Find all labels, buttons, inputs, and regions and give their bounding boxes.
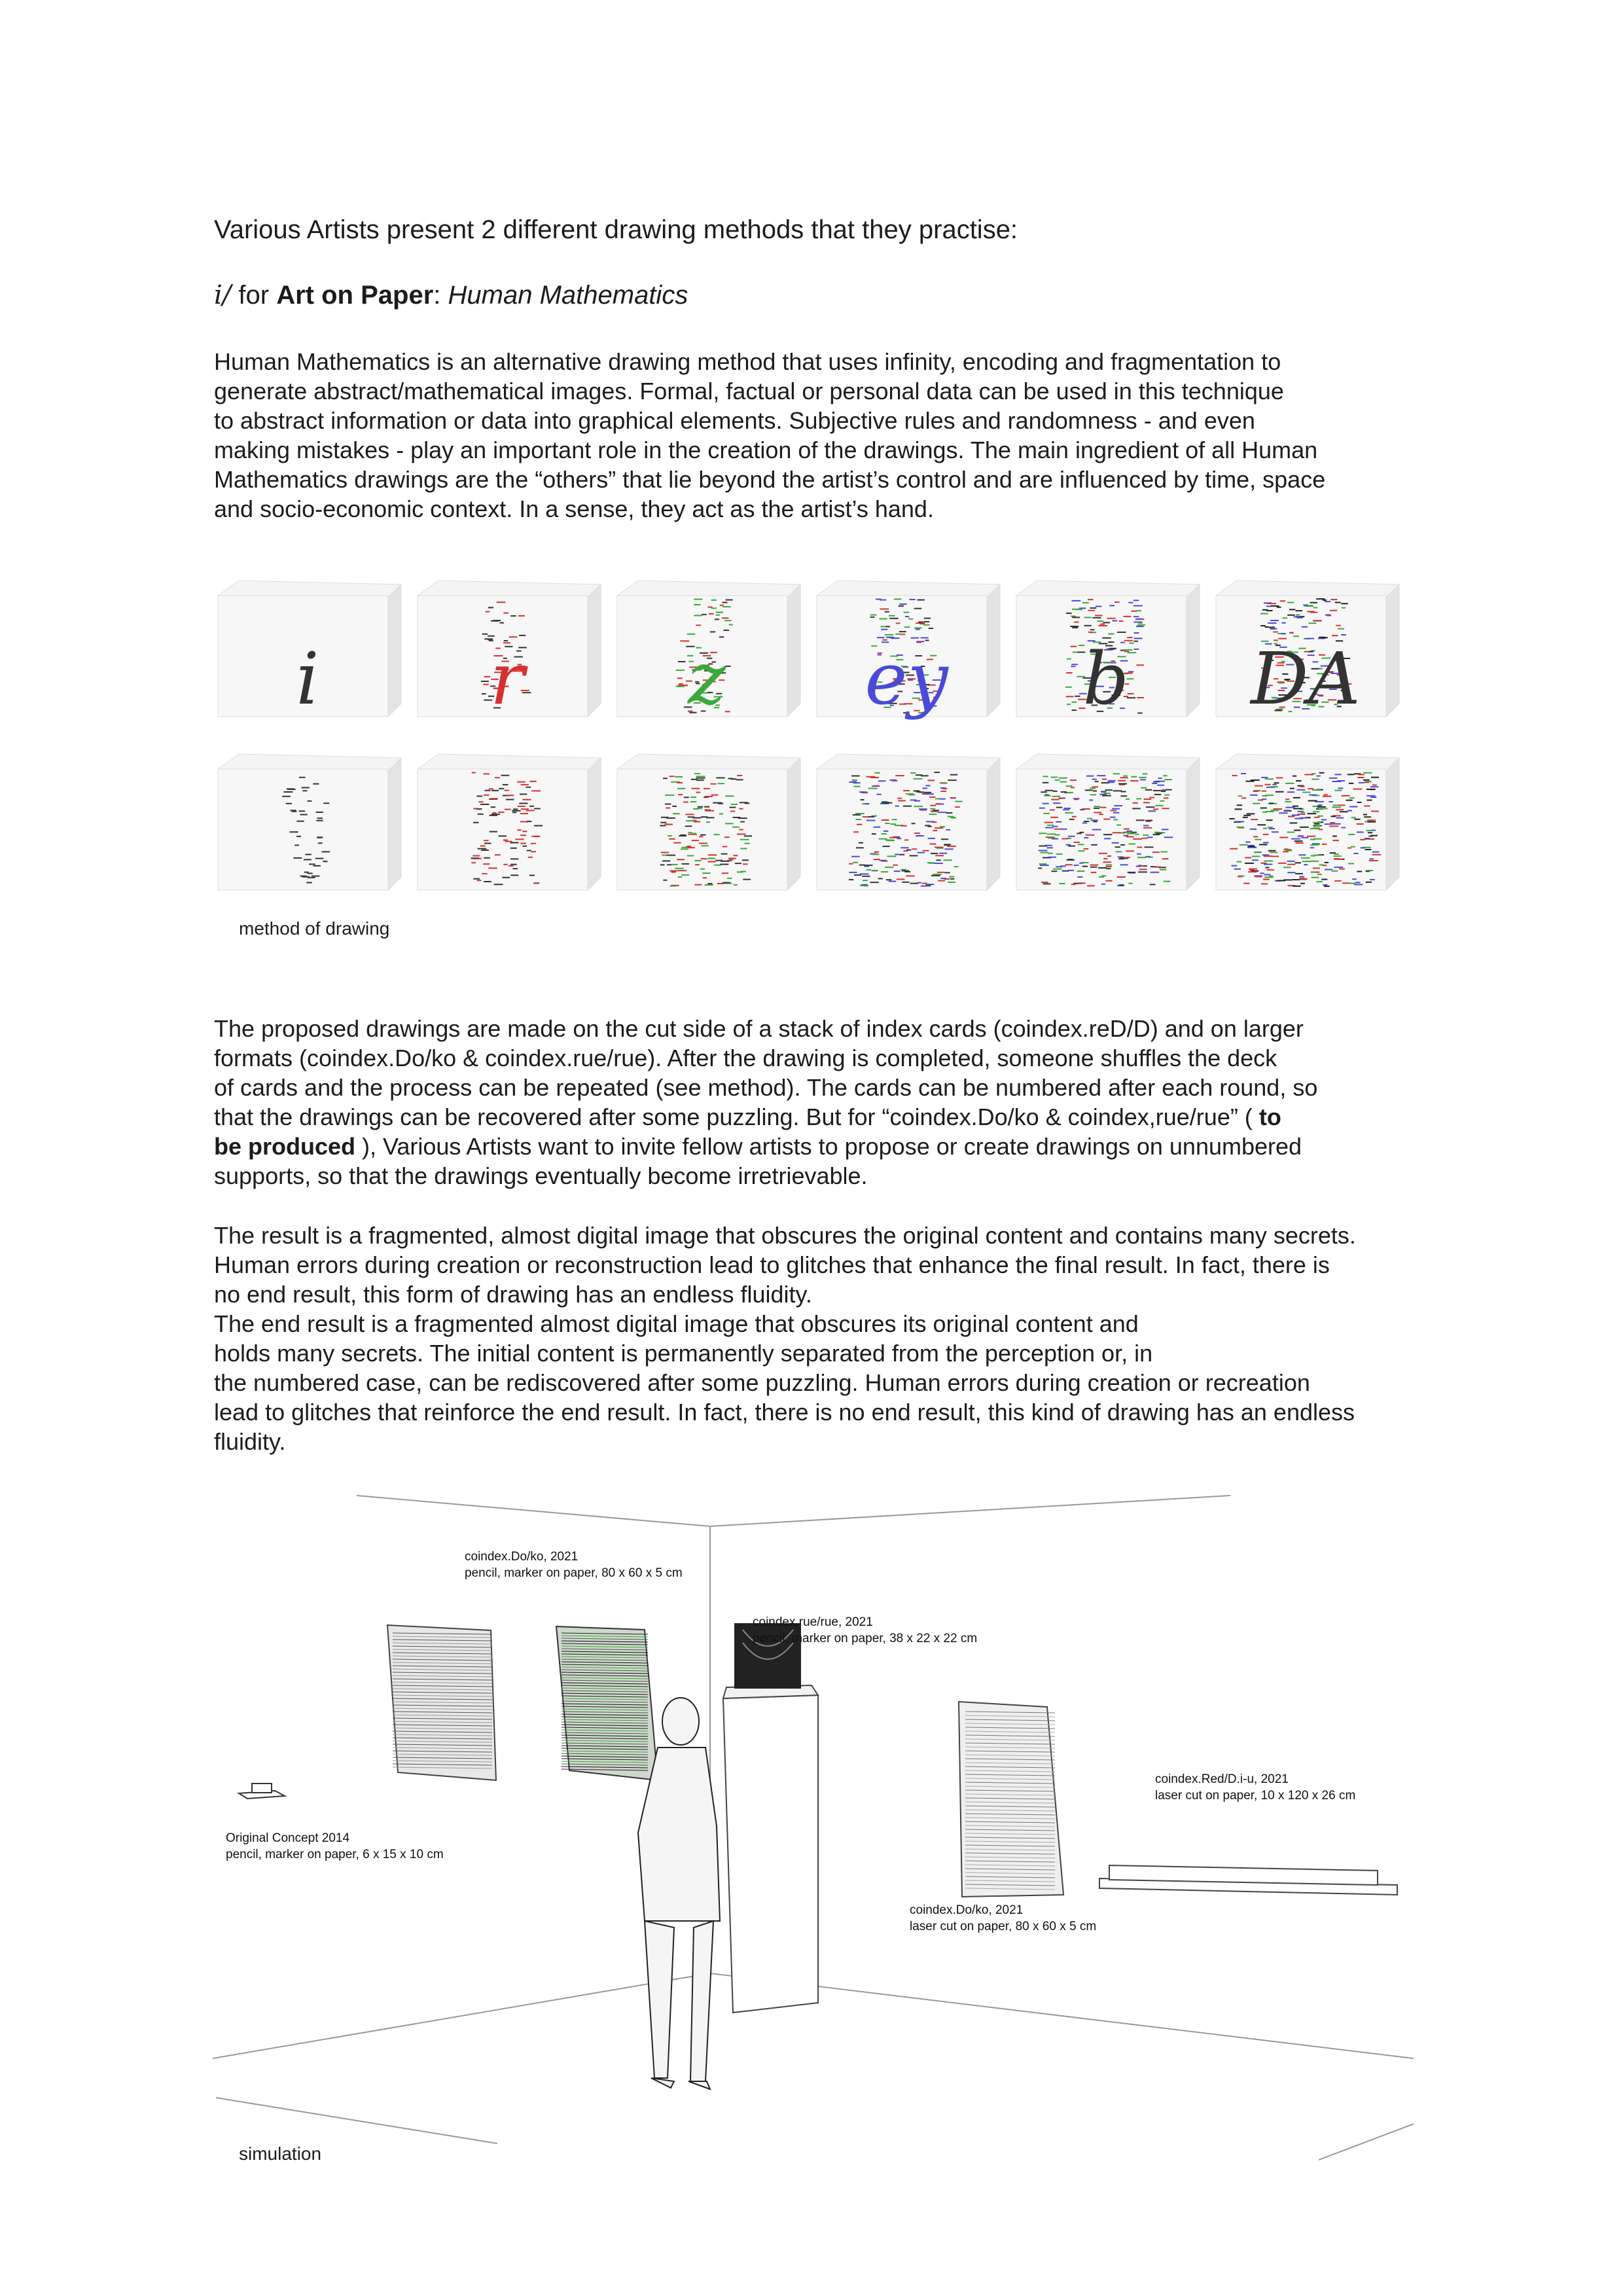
method-card bbox=[412, 579, 602, 720]
paragraph2-text-b: ), Various Artists want to invite fellow artists to propose or create drawings on unnumbered supports, so that the drawings eventually become irretrievable. bbox=[214, 1133, 1302, 1189]
card-stack-illustration bbox=[213, 753, 402, 893]
shuffled-card bbox=[1011, 753, 1201, 893]
method-card bbox=[1211, 579, 1400, 720]
shuffled-card bbox=[213, 753, 402, 893]
label-detail: laser cut on paper, 10 x 120 x 26 cm bbox=[1155, 1789, 1356, 1803]
label-title: coindex.Do/ko, 2021 bbox=[465, 1550, 579, 1564]
card-stack-illustration bbox=[812, 753, 1001, 893]
index-card-shelf bbox=[1099, 1865, 1397, 1895]
paragraph-human-mathematics: Human Mathematics is an alternative drawing method that uses infinity, encoding and fragmentation to generate abstract/mathematical images. Formal, factual or personal data can be used in this technique to abstract information or data into graphical elements. Subjective rules and randomness - and even making mistakes - play an important role in the creation of the drawings. The main ingredient of all Human Mathematics drawings are the “others” that lie beyond the artist’s control and are influenced by time, space and socio-economic context. In a sense, they act as the artist’s hand. bbox=[214, 348, 1326, 522]
label-coindex-doko-pencil bbox=[465, 1549, 683, 1581]
hanging-drawing-1 bbox=[387, 1625, 496, 1780]
label-coindex-redd bbox=[1155, 1771, 1355, 1804]
method-card bbox=[1011, 579, 1201, 720]
shuffled-card bbox=[1211, 753, 1400, 893]
label-original-concept bbox=[226, 1830, 444, 1863]
card-glyph: z bbox=[688, 637, 726, 721]
label-title: Original Concept 2014 bbox=[226, 1831, 350, 1845]
section-for-text: for bbox=[238, 281, 270, 310]
label-detail: pencil, marker on paper, 6 x 15 x 10 cm bbox=[226, 1848, 444, 1861]
card-stack-illustration bbox=[412, 753, 602, 893]
section-title: Art on Paper bbox=[276, 281, 434, 310]
paragraph2-text-a: The proposed drawings are made on the cut side of a stack of index cards (coindex.reD/D) and on larger formats (coindex.Do/ko & coindex.rue/rue). After the drawing is completed, someone shuffles the deck of cards and the process can be repeated (see method). The cards can be numbered after each round, so that the drawings can be recovered after some puzzling. But for “coindex.Do/ko & coindex,rue/rue” ( bbox=[214, 1015, 1318, 1130]
original-concept-box bbox=[239, 1784, 285, 1799]
section-colon: : bbox=[433, 281, 441, 310]
card-stack-illustration bbox=[1011, 753, 1201, 893]
simulation-caption: simulation bbox=[239, 2144, 322, 2164]
card-glyph: b bbox=[1082, 637, 1130, 721]
method-card bbox=[612, 579, 802, 720]
card-glyph: DA bbox=[1251, 637, 1361, 721]
paragraph-result: The result is a fragmented, almost digital image that obscures the original content and contains many secrets. Human errors during creation or reconstruction lead to glitches that enhance the final result. In fact, there is no end result, this form of drawing has an endless fluidity. bbox=[214, 1222, 1356, 1308]
section-heading bbox=[214, 279, 688, 312]
label-detail: pencil, marker on paper, 38 x 22 x 22 cm bbox=[753, 1632, 978, 1645]
card-glyph: i bbox=[296, 637, 319, 721]
section-subtitle: Human Mathematics bbox=[448, 281, 688, 310]
method-card bbox=[812, 579, 1001, 720]
shuffled-card bbox=[812, 753, 1001, 893]
label-detail: pencil, marker on paper, 80 x 60 x 5 cm bbox=[465, 1566, 683, 1580]
shuffled-card bbox=[412, 753, 602, 893]
label-title: coindex.rue/rue, 2021 bbox=[753, 1615, 873, 1629]
hanging-drawing-2 bbox=[556, 1626, 658, 1780]
card-stack-illustration bbox=[612, 753, 802, 893]
label-coindex-ruerue bbox=[753, 1614, 977, 1647]
shuffled-card bbox=[612, 753, 802, 893]
section-roman-numeral: i/ bbox=[214, 280, 232, 310]
method-caption: method of drawing bbox=[239, 918, 390, 939]
label-detail: laser cut on paper, 80 x 60 x 5 cm bbox=[910, 1920, 1097, 1933]
card-glyph: ey bbox=[865, 637, 948, 721]
method-card bbox=[213, 579, 402, 720]
label-coindex-doko-laser bbox=[910, 1902, 1096, 1935]
label-title: coindex.Red/D.i-u, 2021 bbox=[1155, 1772, 1289, 1786]
label-title: coindex.Do/ko, 2021 bbox=[910, 1903, 1024, 1917]
leaning-board bbox=[959, 1702, 1063, 1897]
paragraph2-bold-be-produced: be produced bbox=[214, 1133, 356, 1160]
paragraph-proposed-drawings bbox=[214, 1014, 1457, 1191]
card-glyph: r bbox=[490, 637, 525, 721]
paragraph2-bold-to: to bbox=[1258, 1103, 1281, 1130]
intro-heading: Various Artists present 2 different drawing methods that they practise: bbox=[214, 215, 1018, 244]
card-stack-illustration bbox=[1211, 753, 1400, 893]
paragraph-end-result: The end result is a fragmented almost digital image that obscures its original content and holds many secrets. The initial content is permanently separated from the perception or, in the numbered case, can be rediscovered after some puzzling. Human errors during creation or recreation lead to glitches that reinforce the end result. In fact, there is no end result, this kind of drawing has an endless fluidity. bbox=[214, 1310, 1355, 1455]
pedestal bbox=[723, 1623, 818, 2013]
